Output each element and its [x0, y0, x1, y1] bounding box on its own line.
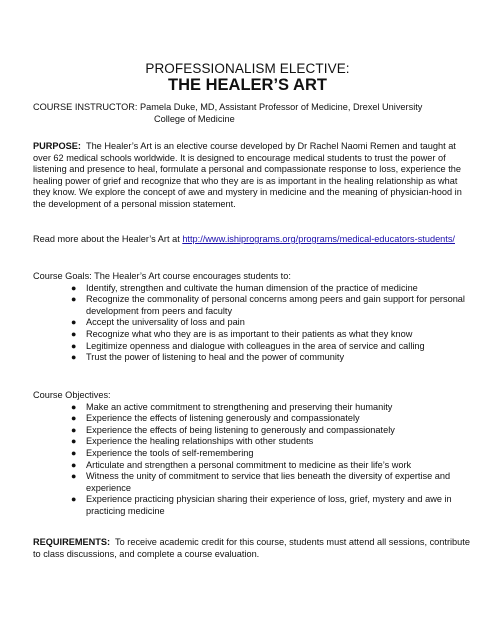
list-item: ● Experience the healing relationships with other students — [71, 436, 314, 447]
list-item: ● Experience the effects of being listening to generously and compassionately — [71, 424, 395, 435]
bullet-icon: ● — [71, 413, 77, 424]
course-objectives-list — [33, 402, 473, 518]
list-item: ● Trust the power of listening to heal and the power of community — [71, 352, 345, 363]
requirements-label: REQUIREMENTS: — [33, 537, 111, 547]
bullet-icon: ● — [71, 294, 77, 305]
list-item: ● Recognize what who they are is as important to their patients as what they know — [71, 328, 413, 339]
purpose-label: PURPOSE: — [33, 141, 81, 151]
course-goals-heading: Course Goals: The Healer’s Art course encourages students to: — [33, 271, 291, 281]
list-item: ● Articulate and strengthen a personal commitment to medicine as their life’s work — [71, 459, 412, 470]
bullet-icon: ● — [71, 471, 77, 482]
list-item: ● Experience practicing physician sharing their experience of loss, grief, mystery and awe in practicing medicine — [71, 494, 452, 516]
purpose-text: The Healer’s Art is an elective course developed by Dr Rachel Naomi Remen and taught at over 62 medical schools worldwide. It is designed to encourage medical students to trust the power of listening and presence to heal, formulate a personal and compassionate response to loss, experience the healing power of grief and recognize that who they are is as important in the healing relationship as what they know. We explore the concept of awe and mystery in medicine and the meaning of physician-hood in the development of a personal mission statement. — [33, 141, 462, 209]
elective-heading: PROFESSIONALISM ELECTIVE: — [145, 61, 350, 76]
bullet-icon: ● — [71, 328, 77, 339]
course-goals-section — [33, 271, 473, 364]
list-item: ● Legitimize openness and dialogue with colleagues in the area of service and calling — [71, 340, 425, 351]
list-item: ● Identify, strengthen and cultivate the human dimension of the practice of medicine — [71, 282, 418, 293]
instructor-text: COURSE INSTRUCTOR: Pamela Duke, MD, Assistant Professor of Medicine, Drexel University — [33, 102, 423, 112]
list-item: ● Make an active commitment to strengthening and preserving their humanity — [71, 401, 393, 412]
list-item: ● Experience the tools of self-remembering — [71, 447, 254, 458]
instructor-continuation: College of Medicine — [154, 113, 235, 124]
purpose-paragraph — [33, 141, 473, 211]
list-item: ● Recognize the commonality of personal concerns among peers and gain support for personal development from peers and faculty — [71, 294, 465, 316]
course-title: THE HEALER’S ART — [168, 76, 327, 94]
bullet-icon: ● — [71, 436, 77, 447]
list-item: ● Experience the effects of listening generously and compassionately — [71, 413, 360, 424]
bullet-icon: ● — [71, 424, 77, 435]
ishi-programs-link[interactable]: http://www.ishiprograms.org/programs/medical-educators-students/ — [182, 234, 455, 244]
bullet-icon: ● — [71, 447, 77, 458]
bullet-icon: ● — [71, 352, 77, 363]
bullet-icon: ● — [71, 459, 77, 470]
list-item: ● Accept the universality of loss and pain — [71, 317, 245, 328]
bullet-icon: ● — [71, 317, 77, 328]
read-more-text: Read more about the Healer’s Art at — [33, 234, 180, 244]
bullet-icon: ● — [71, 494, 77, 505]
bullet-icon: ● — [71, 340, 77, 351]
course-objectives-heading: Course Objectives: — [33, 390, 111, 400]
list-item: ● Witness the unity of commitment to service that lies beneath the diversity of expertise and experience — [71, 471, 451, 493]
course-objectives-section — [33, 390, 473, 518]
bullet-icon: ● — [71, 282, 77, 293]
read-more-line — [33, 234, 463, 246]
requirements-text: To receive academic credit for this course, students must attend all sessions, contribute to class discussions, and complete a course evaluation. — [33, 537, 470, 559]
bullet-icon: ● — [71, 401, 77, 412]
course-goals-list — [33, 283, 473, 364]
requirements-paragraph — [33, 537, 473, 560]
instructor-line — [33, 102, 473, 125]
